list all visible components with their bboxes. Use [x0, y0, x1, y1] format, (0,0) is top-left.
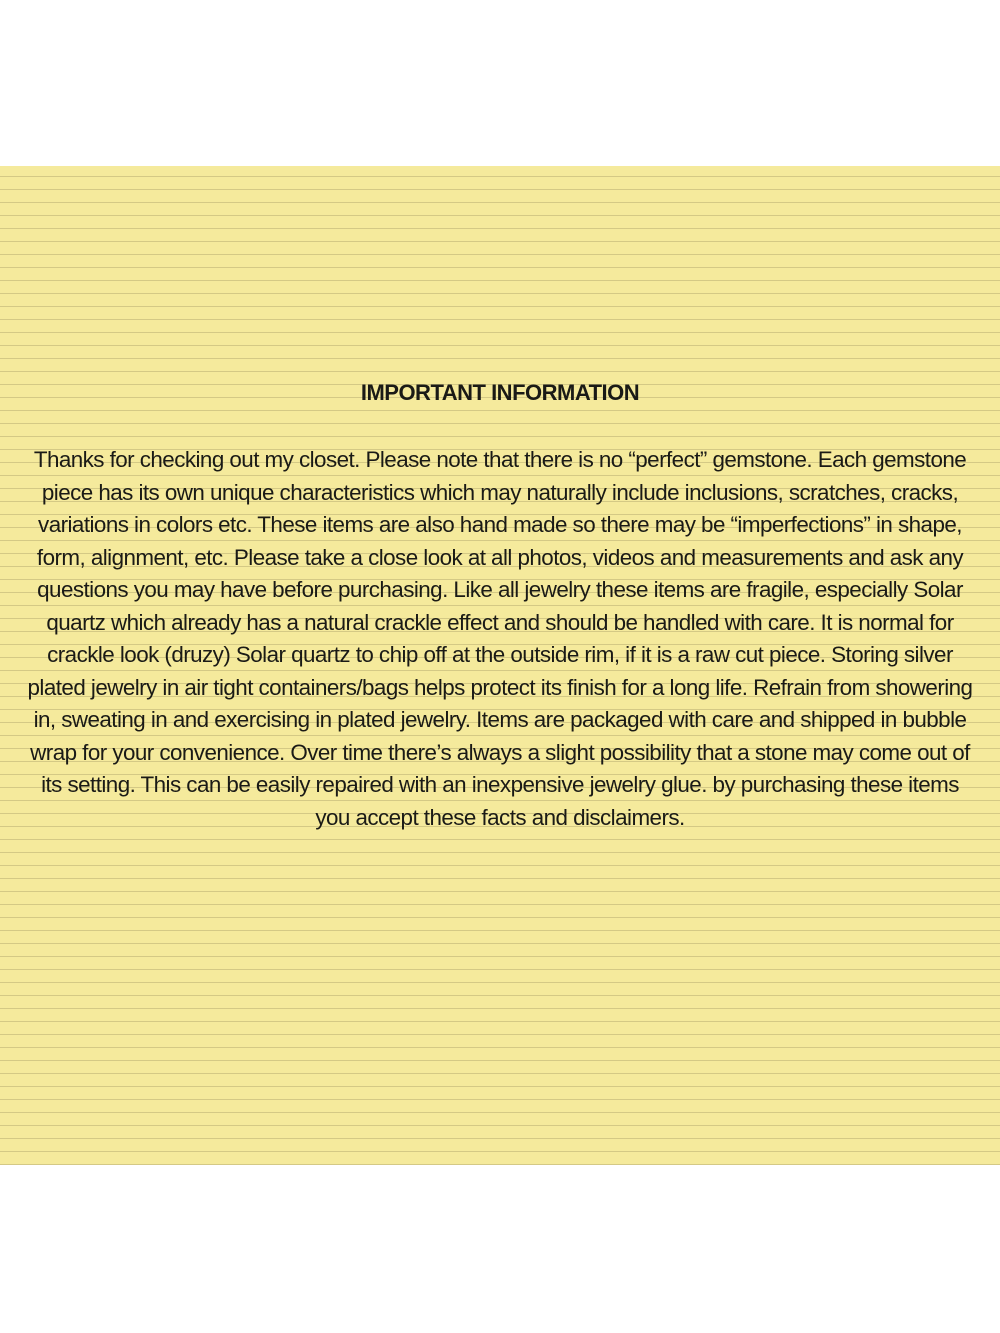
notice-title: IMPORTANT INFORMATION — [360, 380, 640, 405]
yellow-lined-notepad — [0, 166, 1000, 1165]
notice-body: Thanks for checking out my closet. Please note that there is no “perfect” gemstone. Each gemstone piece has its own unique characteristics which may naturally include inclusions, scratches, cracks, variations in colors etc. These items are also hand made so there may be “imperfections” in shape, form, alignment, etc. Please take a close look at all photos, videos and measurements and ask any questions you may have before purchasing. Like all jewelry these items are fragile, especially Solar quartz which already has a natural crackle effect and should be handled with care. It is normal for crackle look (druzy) Solar quartz to chip off at the outside rim, if it is a raw cut piece. Storing silver plated jewelry in air tight containers/bags helps protect its finish for a long life. Refrain from showering in, sweating in and exercising in plated jewelry. Items are packaged with care and shipped in bubble wrap for your convenience. Over time there’s always a slight possibility that a stone may come out of its setting. This can be easily repaired with an inexpensive jewelry glue. by purchasing these items you accept these facts and disclaimers. — [27, 447, 973, 830]
